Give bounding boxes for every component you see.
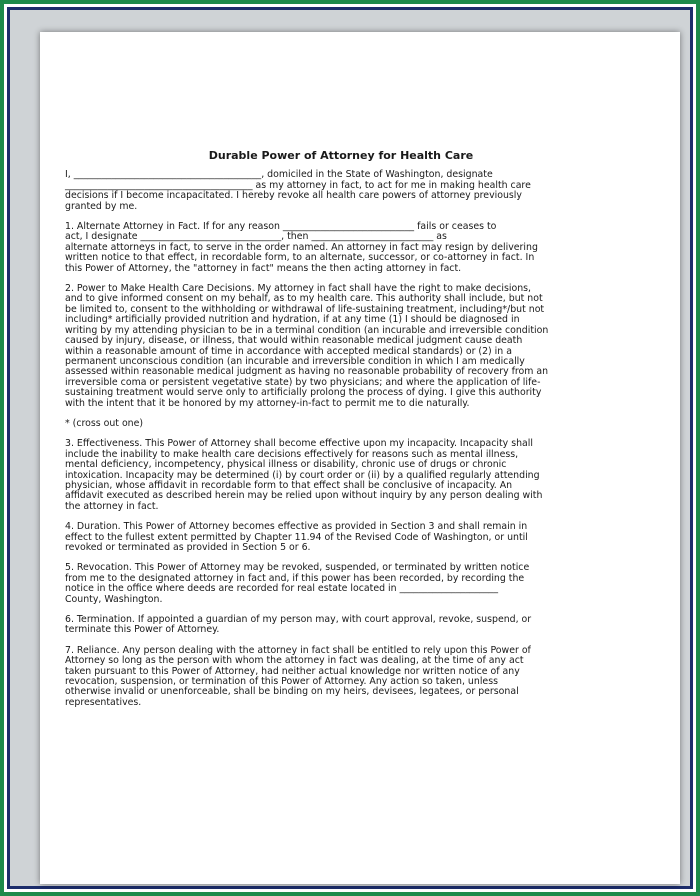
section-4-duration: 4. Duration. This Power of Attorney becomes effective as provided in Section 3 and shall remain in effect to the fullest extent permitted by Chapter 11.94 of the Revised Code of Washington, or until revoked or terminated as provided in Section 5 or 6. <box>65 521 528 553</box>
section-1-alternate-attorney: 1. Alternate Attorney in Fact. If for any reason ____________________________ fails or ceases to act, I designate ______________________________, then __________________________ as alternate attorneys in fact, to serve in the order named. An attorney in fact may resign by delivering written notice to that effect, in recordable form, to an alternate, successor, or co-attorney in fact. In this Power of Attorney, the "attorney in fact" means the then acting attorney in fact. <box>65 221 538 274</box>
document-content <box>65 128 581 718</box>
cross-out-note: * (cross out one) <box>65 417 144 429</box>
section-3-effectiveness: 3. Effectiveness. This Power of Attorney shall become effective upon my incapacity. Incapacity shall include the inability to make health care decisions effectively for reasons such as mental illness, mental deficiency, incompetency, physical illness or disability, chronic use of drugs or chronic intoxication. Incapacity may be determined (i) by court order or (ii) by a qualified regularly attending physician, whose affidavit in recordable form to that effect shall be conclusive of incapacity. An affidavit executed as described herein may be relied upon without inquiry by any person dealing with the attorney in fact. <box>65 438 543 512</box>
section-2-health-care-decisions: 2. Power to Make Health Care Decisions. My attorney in fact shall have the right to make decisions, and to give informed consent on my behalf, as to my health care. This authority shall include, but not be limited to, consent to the withholding or withdrawal of life-sustaining treatment, including*/but not including* artificially provided nutrition and hydration, if at any time (1) I should be diagnosed in writing by my attending physician to be in a terminal condition (an incurable and irreversible condition caused by injury, disease, or illness, that would within reasonable medical judgment cause death within a reasonable amount of time in accordance with accepted medical standards) or (2) in a permanent unconscious condition (an incurable and irreversible condition in which I am medically assessed within reasonable medical judgment as having no reasonable probability of recovery from an irreversible coma or persistent vegetative state) by two physicians; and where the application of life- sustaining treatment would serve only to artificially prolong the process of dying. I give this authority with the intent that it be honored by my attorney-in-fact to permit me to die naturally. <box>65 283 549 409</box>
section-6-termination: 6. Termination. If appointed a guardian of my person may, with court approval, revoke, suspend, or terminate this Power of Attorney. <box>65 614 532 636</box>
section-5-revocation: 5. Revocation. This Power of Attorney may be revoked, suspended, or terminated by written notice from me to the designated attorney in fact and, if this power has been recorded, by recording the notice in the office where deeds are recorded for real estate located in _____________________ County, Washington. <box>65 562 530 605</box>
section-7-reliance: 7. Reliance. Any person dealing with the attorney in fact shall be entitled to rely upon this Power of Attorney so long as the person with whom the attorney in fact was dealing, at the time of any act taken pursuant to this Power of Attorney, had neither actual knowledge nor written notice of any revocation, suspension, or termination of this Power of Attorney. Any action so taken, unless otherwise invalid or unenforceable, shall be binding on my heirs, devisees, legatees, or personal representatives. <box>65 644 531 708</box>
preamble-paragraph: I, ________________________________________, domiciled in the State of Washington, designate ________________________________________ as my attorney in fact, to act for me in making health care decisions if I become incapacitated. I hereby revoke all health care powers of attorney previously granted by me. <box>65 169 531 212</box>
document-title: Durable Power of Attorney for Health Care <box>208 149 474 162</box>
